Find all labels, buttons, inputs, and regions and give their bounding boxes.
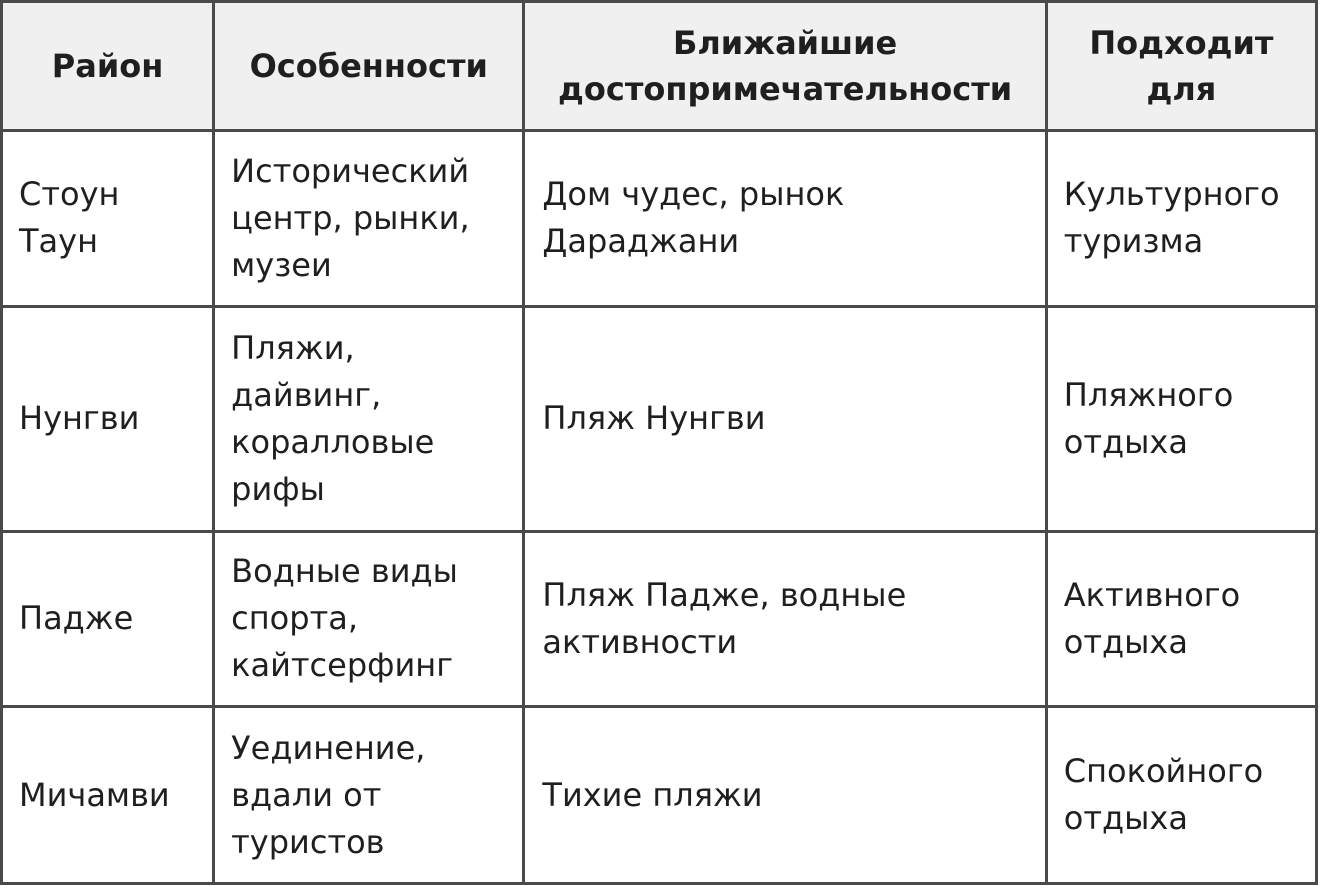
table-header-row bbox=[2, 2, 1317, 131]
cell-district: Стоун Таун bbox=[2, 131, 214, 307]
cell-district: Падже bbox=[2, 531, 214, 707]
header-features: Особенности bbox=[214, 2, 524, 131]
cell-features: Пляжи, дайвинг, коралловые рифы bbox=[214, 306, 524, 531]
cell-features: Водные виды спорта, кайтсерфинг bbox=[214, 531, 524, 707]
cell-sights: Пляж Нунгви bbox=[524, 306, 1046, 531]
header-sights: Ближайшие достопримечательности bbox=[524, 2, 1046, 131]
cell-district: Нунгви bbox=[2, 306, 214, 531]
cell-features: Уединение, вдали от туристов bbox=[214, 707, 524, 884]
cell-district: Мичамви bbox=[2, 707, 214, 884]
cell-suits: Культурного туризма bbox=[1046, 131, 1316, 307]
cell-suits: Спокойного отдыха bbox=[1046, 707, 1316, 884]
table-row bbox=[2, 306, 1317, 531]
table-row bbox=[2, 707, 1317, 884]
table-row bbox=[2, 531, 1317, 707]
cell-suits: Пляжного отдыха bbox=[1046, 306, 1316, 531]
cell-features: Исторический центр, рынки, музеи bbox=[214, 131, 524, 307]
table-row bbox=[2, 131, 1317, 307]
cell-sights: Пляж Падже, водные активности bbox=[524, 531, 1046, 707]
cell-sights: Тихие пляжи bbox=[524, 707, 1046, 884]
header-district: Район bbox=[2, 2, 214, 131]
cell-suits: Активного отдыха bbox=[1046, 531, 1316, 707]
cell-sights: Дом чудес, рынок Дараджани bbox=[524, 131, 1046, 307]
header-suits: Подходит для bbox=[1046, 2, 1316, 131]
